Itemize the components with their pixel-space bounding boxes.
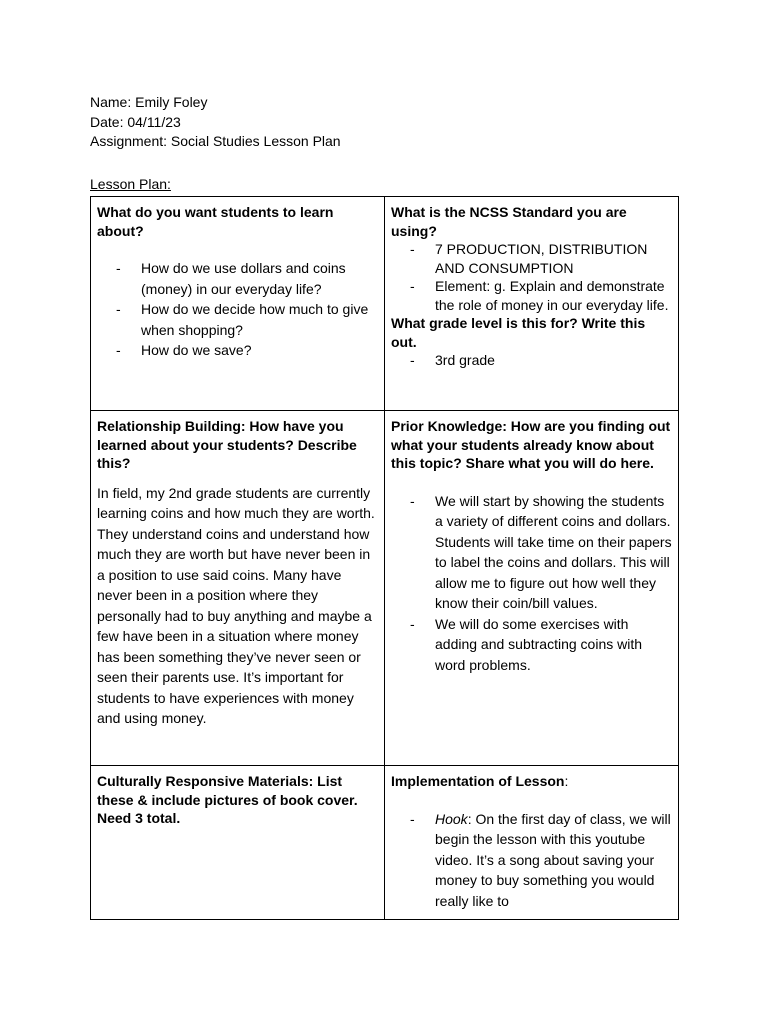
list-item: - How do we save? <box>97 340 378 361</box>
list-item: - How do we decide how much to give when shopping? <box>97 299 378 340</box>
question-grade-level: What grade level is this for? Write this out. <box>391 315 646 350</box>
prior-knowledge-list <box>391 491 672 676</box>
question-prior-knowledge: Prior Knowledge: How are you finding out what your students already know about this topic? Share what you will do here. <box>391 418 671 471</box>
cell-implementation <box>385 765 678 919</box>
cell-ncss-standard <box>385 197 678 410</box>
standard-list <box>391 240 672 314</box>
list-item: - We will start by showing the students a variety of different coins and dollars. Students will take time on their papers to label the coins and dollars. This will allow me to figure out how well they know their coin/bill values. <box>391 491 672 614</box>
assignment-date: Date: 04/11/23 <box>90 113 181 130</box>
implementation-colon: : <box>564 773 569 789</box>
question-ncss-standard: What is the NCSS Standard you are using? <box>391 204 627 239</box>
question-relationship-building: Relationship Building: How have you learned about your students? Describe this? <box>97 418 357 471</box>
student-name: Name: Emily Foley <box>90 94 208 110</box>
cell-culturally-responsive-materials <box>91 765 385 919</box>
cell-prior-knowledge <box>385 410 678 765</box>
lesson-plan-label: Lesson Plan: <box>90 176 171 192</box>
grade-level-list <box>391 351 672 370</box>
relationship-building-answer: In field, my 2nd grade students are currently learning coins and how much they are worth. They understand coins and understand how much they are worth but have never been in a position to use said coins. Many have never been in a position where they personally had to buy anything and maybe a few have been in a situation where money has been something they’ve never seen or seen their parents use. It’s important for students to have experiences with money and using money. <box>97 484 375 726</box>
list-item: - 7 PRODUCTION, DISTRIBUTION AND CONSUMPTION <box>391 240 672 277</box>
implementation-list <box>391 809 672 912</box>
list-item: - 3rd grade <box>391 351 672 370</box>
assignment-title: Assignment: Social Studies Lesson Plan <box>90 133 341 149</box>
document-header <box>90 93 341 152</box>
list-item: - Element: g. Explain and demonstrate the role of money in our everyday life. <box>391 277 672 314</box>
hook-text: : On the first day of class, we will begin the lesson with this youtube video. It’s a song about saving your money to buy something you would really like to <box>435 810 671 909</box>
list-item: - How do we use dollars and coins (money) in our everyday life? <box>97 258 378 299</box>
implementation-label: Implementation of Lesson <box>391 773 565 789</box>
lesson-plan-table <box>90 196 679 920</box>
hook-label: Hook <box>435 810 468 827</box>
list-item: - We will do some exercises with adding and subtracting coins with word problems. <box>391 614 672 676</box>
list-item <box>391 809 672 912</box>
cell-learning-goals <box>91 197 385 410</box>
question-materials: Culturally Responsive Materials: List these & include pictures of book cover. Need 3 total. <box>97 773 358 826</box>
question-learning-goals: What do you want students to learn about? <box>97 204 334 239</box>
learning-goals-list <box>97 258 378 361</box>
cell-relationship-building <box>91 410 385 765</box>
question-implementation <box>391 772 672 791</box>
